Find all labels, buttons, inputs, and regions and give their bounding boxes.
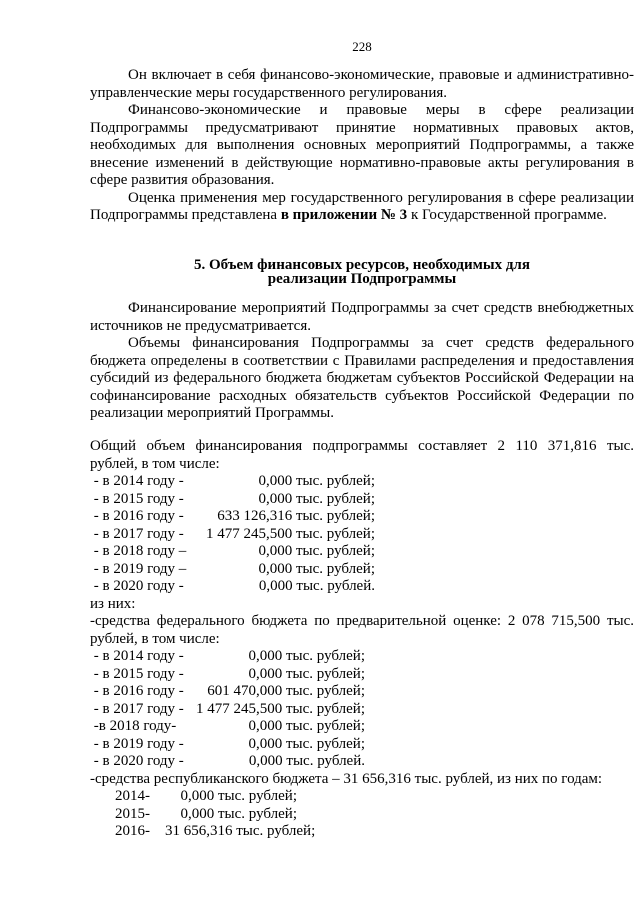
year-amount: 0,000 тыс. рублей; bbox=[248, 665, 365, 682]
year-amount: 0,000 тыс. рублей. bbox=[248, 753, 365, 769]
year-label: - в 2019 году - bbox=[90, 735, 184, 752]
year-label: - в 2019 году – bbox=[90, 560, 187, 577]
year-amount: 0,000 тыс. рублей; bbox=[258, 490, 375, 507]
year-amount: 601 470,000 тыс. рублей; bbox=[207, 683, 365, 699]
year-label: - в 2015 году - bbox=[90, 490, 184, 507]
year-row bbox=[90, 701, 634, 719]
total-years-list bbox=[90, 473, 634, 596]
year-label: 2015- bbox=[115, 805, 150, 822]
year-label: - в 2016 году - bbox=[90, 508, 184, 524]
year-amount: 0,000 тыс. рублей; bbox=[258, 543, 375, 559]
year-label: - в 2016 году - bbox=[90, 683, 184, 699]
year-amount: 0,000 тыс. рублей; bbox=[180, 788, 297, 804]
year-label: - в 2017 году - bbox=[90, 700, 184, 717]
year-label: - в 2014 году - bbox=[90, 648, 184, 664]
year-label: -в 2018 году- bbox=[90, 718, 177, 734]
year-amount: 0,000 тыс. рублей; bbox=[248, 648, 365, 664]
year-amount: 0,000 тыс. рублей; bbox=[258, 473, 375, 489]
year-amount: 1 477 245,500 тыс. рублей; bbox=[196, 700, 365, 717]
year-label: 2014- bbox=[115, 788, 150, 804]
year-amount: 1 477 245,500 тыс. рублей; bbox=[206, 525, 375, 542]
year-row bbox=[90, 753, 634, 771]
year-row bbox=[90, 491, 634, 509]
total-financing-line-2: рублей, в том числе: bbox=[90, 455, 220, 472]
year-row bbox=[90, 736, 634, 754]
year-label: - в 2015 году - bbox=[90, 665, 184, 682]
year-row bbox=[90, 806, 634, 824]
page-number: 228 bbox=[352, 39, 372, 54]
year-amount: 633 126,316 тыс. рублей; bbox=[217, 508, 375, 524]
year-row bbox=[90, 666, 634, 684]
year-row bbox=[90, 823, 634, 841]
year-label: - в 2020 году - bbox=[90, 753, 184, 769]
paragraph-evaluation-tail: к Государственной программе. bbox=[407, 207, 607, 223]
section-heading-line-1: 5. Объем финансовых ресурсов, необходимых для bbox=[194, 257, 530, 273]
year-row bbox=[90, 648, 634, 666]
year-row bbox=[90, 526, 634, 544]
paragraph-federal-volumes: Объемы финансирования Подпрограммы за счет средств федерального бюджета определены в соответствии с Правилами распределения и предоставления субсидий из федерального бюджета бюджетам субъектов Российской Федерации на софинансирование расходных обязательств субъектов Российской Федерации по реализации мероприятий Программы. bbox=[90, 335, 634, 421]
year-row bbox=[90, 508, 634, 526]
federal-budget-line-2: рублей, в том числе: bbox=[90, 630, 220, 647]
year-amount: 0,000 тыс. рублей. bbox=[258, 578, 375, 594]
republic-years-list bbox=[90, 788, 634, 841]
paragraph-measures: Он включает в себя финансово-экономические, правовые и административно-управленческие меры государственного регулирования. bbox=[90, 67, 634, 101]
year-label: - в 2014 году - bbox=[90, 473, 184, 489]
year-row bbox=[90, 578, 634, 596]
year-row bbox=[90, 718, 634, 736]
section-heading-line-2: реализации Подпрограммы bbox=[267, 271, 457, 287]
year-label: 2016- bbox=[115, 823, 150, 839]
year-amount: 0,000 тыс. рублей; bbox=[248, 735, 365, 752]
year-label: - в 2018 году – bbox=[90, 543, 187, 559]
year-amount: 0,000 тыс. рублей; bbox=[248, 718, 365, 734]
year-row bbox=[90, 473, 634, 491]
year-row bbox=[90, 543, 634, 561]
year-label: - в 2020 году - bbox=[90, 578, 184, 594]
appendix-reference: в приложении № 3 bbox=[280, 207, 408, 223]
total-financing-line: Общий объем финансирования подпрограммы составляет 2 110 371,816 тыс. bbox=[90, 438, 634, 454]
year-row bbox=[90, 561, 634, 579]
paragraph-evaluation-text: Оценка применения мер государственного регулирования в сфере реализации Подпрограммы представлена bbox=[90, 189, 634, 223]
year-amount: 31 656,316 тыс. рублей; bbox=[165, 823, 316, 839]
year-label: - в 2017 году - bbox=[90, 525, 184, 542]
paragraph-financial-measures: Финансово-экономические и правовые меры в сфере реализации Подпрограммы предусматривают принятие нормативных правовых актов, необходимых для выполнения основных мероприятий Подпрограммы, а также внесение изменений в действующие нормативно-правовые акты регулирования в сфере развития образования. bbox=[90, 102, 634, 188]
federal-years-list bbox=[90, 648, 634, 771]
federal-budget-line: -средства федерального бюджета по предварительной оценке: 2 078 715,500 тыс. bbox=[90, 613, 634, 629]
paragraph-evaluation bbox=[90, 190, 634, 225]
paragraph-extrabudget: Финансирование мероприятий Подпрограммы за счет средств внебюджетных источников не предусматривается. bbox=[90, 300, 634, 334]
year-amount: 0,000 тыс. рублей; bbox=[258, 560, 375, 577]
republic-budget-line: -средства республиканского бюджета – 31 656,316 тыс. рублей, из них по годам: bbox=[90, 770, 603, 787]
year-row bbox=[90, 683, 634, 701]
year-row bbox=[90, 788, 634, 806]
of-them-label: из них: bbox=[90, 595, 136, 612]
year-amount: 0,000 тыс. рублей; bbox=[180, 805, 297, 822]
